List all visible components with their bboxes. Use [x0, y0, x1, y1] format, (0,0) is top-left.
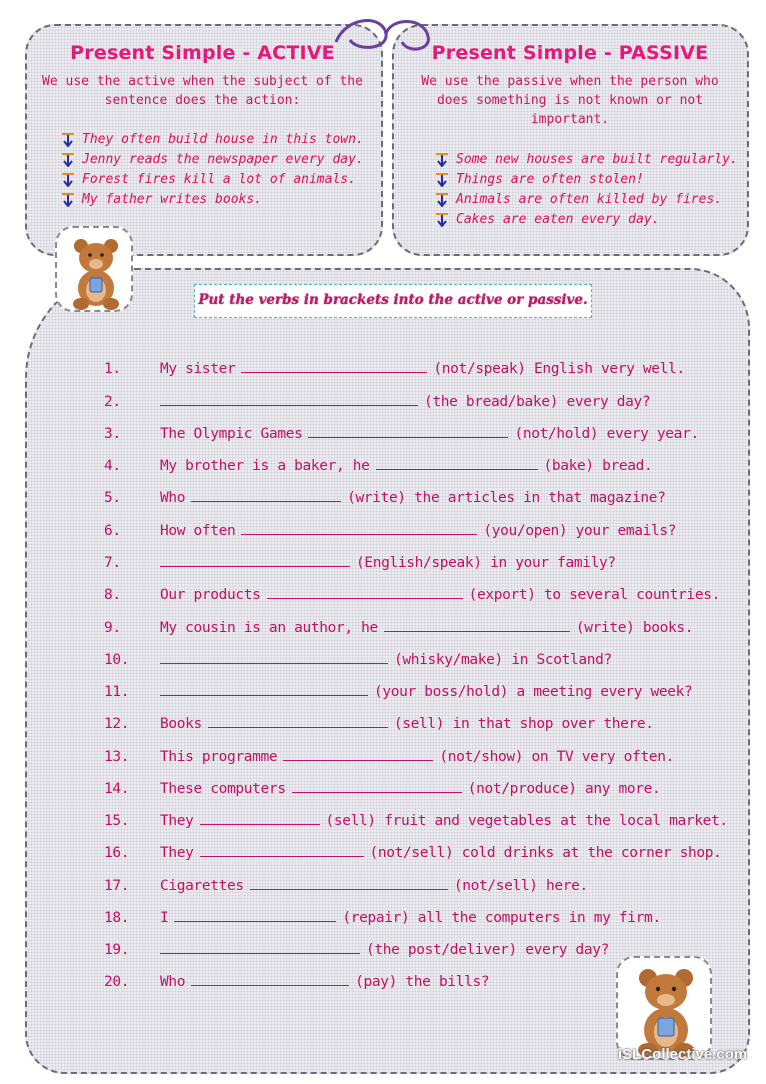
sentence-end: (English/speak) in your family? [356, 555, 616, 571]
sentence-start: They [160, 813, 194, 829]
list-item [434, 210, 744, 230]
item-number: 9. [104, 620, 121, 636]
active-examples [60, 130, 380, 210]
item-number: 3. [104, 426, 121, 442]
arrow-down-icon [436, 213, 448, 227]
exercise-row [104, 487, 666, 509]
sentence-end: (bake) bread. [543, 458, 653, 474]
sentence-end: (the post/deliver) every day? [366, 942, 610, 958]
item-number: 4. [104, 458, 121, 474]
sentence-start: Books [160, 716, 202, 732]
sentence-start: My sister [160, 361, 236, 377]
list-item [60, 190, 380, 210]
item-number: 19. [104, 942, 130, 958]
sentence-end: (not/sell) cold drinks at the corner shop. [369, 845, 722, 861]
arrow-down-icon [436, 193, 448, 207]
watermark: iSLCollective.com [618, 1046, 748, 1063]
exercise-row [104, 649, 612, 671]
sentence-start: I [160, 910, 169, 926]
example-text: Cakes are eaten every day. [456, 212, 660, 227]
answer-blank[interactable] [200, 810, 320, 825]
answer-blank[interactable] [267, 584, 463, 599]
exercise-row [104, 584, 720, 606]
example-text: They often build house in this town. [82, 132, 364, 147]
sentence-start: The Olympic Games [160, 426, 303, 442]
answer-blank[interactable] [241, 520, 477, 535]
list-item [60, 170, 380, 190]
example-text: Animals are often killed by fires. [456, 192, 723, 207]
exercise-row [104, 455, 652, 477]
item-number: 12. [104, 716, 130, 732]
list-item [434, 150, 744, 170]
answer-blank[interactable] [174, 907, 336, 922]
example-text: Jenny reads the newspaper every day. [82, 152, 364, 167]
item-number: 5. [104, 490, 121, 506]
exercise-row [104, 907, 661, 929]
sentence-end: (not/speak) English very well. [433, 361, 685, 377]
answer-blank[interactable] [384, 617, 570, 632]
exercise-row [104, 681, 692, 703]
sentence-end: (export) to several countries. [468, 587, 720, 603]
item-number: 17. [104, 878, 130, 894]
answer-blank[interactable] [200, 842, 364, 857]
teddy-bear-frame-bottom [616, 956, 712, 1060]
list-item [434, 190, 744, 210]
arrow-down-icon [62, 133, 74, 147]
sentence-start: How often [160, 523, 236, 539]
sentence-end: (repair) all the computers in my firm. [342, 910, 661, 926]
example-text: Some new houses are built regularly. [456, 152, 738, 167]
exercise-row [104, 713, 654, 735]
answer-blank[interactable] [241, 358, 427, 373]
sentence-start: My cousin is an author, he [160, 620, 378, 636]
arrow-down-icon [436, 153, 448, 167]
sentence-end: (not/hold) every year. [514, 426, 699, 442]
sentence-end: (pay) the bills? [355, 974, 490, 990]
answer-blank[interactable] [376, 455, 538, 470]
sentence-end: (not/produce) any more. [467, 781, 661, 797]
item-number: 2. [104, 394, 121, 410]
passive-intro-line: important. [530, 112, 610, 127]
sentence-start: Who [160, 490, 186, 506]
item-number: 10. [104, 652, 130, 668]
active-intro [40, 72, 365, 110]
sentence-end: (you/open) your emails? [483, 523, 677, 539]
exercise-row [104, 810, 728, 832]
sentence-end: (write) books. [575, 620, 694, 636]
passive-intro-line: does something is not known or not [436, 93, 704, 108]
sentence-start: Who [160, 974, 186, 990]
exercise-row [104, 552, 616, 574]
exercise-row [104, 778, 660, 800]
sentence-end: (sell) fruit and vegetables at the local market. [325, 813, 728, 829]
arrow-down-icon [62, 153, 74, 167]
item-number: 20. [104, 974, 130, 990]
exercise-row [104, 875, 588, 897]
sentence-start: Our products [160, 587, 261, 603]
teddy-bear-icon [57, 228, 135, 314]
passive-intro-line: We use the passive when the person who [421, 74, 719, 89]
exercise-row [104, 423, 699, 445]
answer-blank[interactable] [283, 746, 433, 761]
list-item [60, 130, 380, 150]
item-number: 6. [104, 523, 121, 539]
sentence-end: (whisky/make) in Scotland? [394, 652, 612, 668]
item-number: 13. [104, 749, 130, 765]
active-intro-line: We use the active when the subject of the [42, 74, 363, 89]
answer-blank[interactable] [250, 875, 448, 890]
instruction-banner: Put the verbs in brackets into the active or passive. [194, 284, 592, 318]
arrow-down-icon [62, 193, 74, 207]
sentence-end: (sell) in that shop over there. [393, 716, 654, 732]
answer-blank[interactable] [160, 681, 368, 696]
sentence-end: (your boss/hold) a meeting every week? [374, 684, 693, 700]
answer-blank[interactable] [208, 713, 388, 728]
arrow-down-icon [436, 173, 448, 187]
answer-blank[interactable] [160, 391, 418, 406]
exercise-row [104, 358, 685, 380]
item-number: 18. [104, 910, 130, 926]
sentence-end: (write) the articles in that magazine? [347, 490, 666, 506]
answer-blank[interactable] [191, 487, 341, 502]
active-title: Present Simple - ACTIVE [70, 42, 335, 64]
answer-blank[interactable] [160, 649, 388, 664]
item-number: 8. [104, 587, 121, 603]
active-intro-line: sentence does the action: [104, 93, 301, 108]
sentence-start: They [160, 845, 194, 861]
item-number: 7. [104, 555, 121, 571]
example-text: Forest fires kill a lot of animals. [82, 172, 356, 187]
answer-blank[interactable] [191, 971, 349, 986]
exercise-row [104, 520, 676, 542]
item-number: 16. [104, 845, 130, 861]
sentence-end: (not/sell) here. [453, 878, 588, 894]
answer-blank[interactable] [160, 552, 350, 567]
list-item [60, 150, 380, 170]
sentence-start: This programme [160, 749, 278, 765]
sentence-start: These computers [160, 781, 286, 797]
answer-blank[interactable] [160, 939, 360, 954]
exercise-row [104, 391, 650, 413]
arrow-down-icon [62, 173, 74, 187]
passive-examples [434, 150, 744, 230]
exercise-row [104, 971, 489, 993]
sentence-end: (the bread/bake) every day? [424, 394, 651, 410]
exercise-row [104, 746, 674, 768]
example-text: Things are often stolen! [456, 172, 644, 187]
exercise-row [104, 842, 721, 864]
list-item [434, 170, 744, 190]
passive-intro [405, 72, 735, 129]
sentence-end: (not/show) on TV very often. [439, 749, 674, 765]
answer-blank[interactable] [308, 423, 508, 438]
item-number: 11. [104, 684, 130, 700]
answer-blank[interactable] [292, 778, 462, 793]
item-number: 14. [104, 781, 130, 797]
sentence-start: My brother is a baker, he [160, 458, 370, 474]
teddy-bear-frame-top [55, 226, 133, 312]
item-number: 1. [104, 361, 121, 377]
exercise-row [104, 939, 609, 961]
passive-title: Present Simple - PASSIVE [431, 42, 709, 64]
item-number: 15. [104, 813, 130, 829]
example-text: My father writes books. [82, 192, 263, 207]
sentence-start: Cigarettes [160, 878, 244, 894]
exercise-row [104, 617, 693, 639]
